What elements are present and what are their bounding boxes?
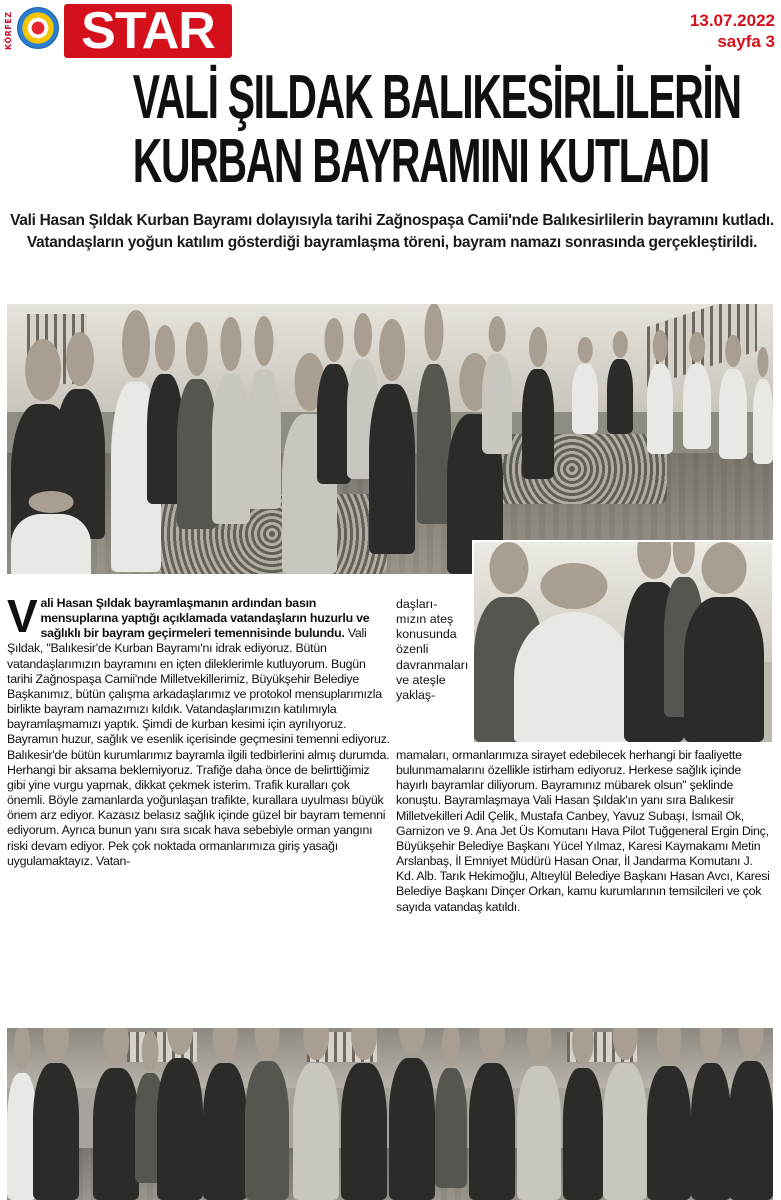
article-subheadline	[10, 210, 774, 254]
masthead	[4, 2, 777, 62]
issue-info	[690, 10, 775, 52]
article-headline	[132, 63, 741, 196]
main-photo-mosque-greeting	[7, 304, 773, 574]
dropcap-letter: V	[7, 590, 38, 642]
article-column-2-narrow: daşları- mızın ateş konusunda özenli davranmaları ve ateşle yaklaş-	[396, 597, 469, 702]
article-column-2	[396, 748, 773, 1018]
article-body-col2: mamaları, ormanlarımıza sirayet edebilecek herhangi bir faaliyette bulunmamalarını özellikle istirham ediyoruz. Herkese sağlık içinde hayırlı bayramlar diliyorum. Bayramınız mübarek olsun" şeklinde konuştu. Bayramlaşmaya Vali Hasan Şıldak'ın yanı sıra Balıkesir Milletvekilleri Adil Çelik, Mustafa Canbey, Yavuz Subaşı, İsmail Ok, Garnizon ve 9. Ana Jet Üs Komutanı Hava Pilot Tuğgeneral Ergin Dinç, Büyükşehir Belediye Başkanı Yücel Yılmaz, Karesi Kaymakamı Metin Arslanbaş, İl Emniyet Müdürü Hasan Onar, İl Jandarma Komutanı J. Kd. Alb. Tarık Hekimoğlu, Altıeylül Belediye Başkanı Hasan Avcı, Karesi Belediye Başkanı Dinçer Orkan, kamu kurumlarının temsilcileri ve çok sayıda vatandaş katıldı.	[396, 748, 770, 914]
newspaper-logo: STAR	[64, 4, 232, 58]
newspaper-logo-emblem	[17, 7, 59, 49]
article-body-col1: Vali Şıldak, "Balıkesir'de Kurban Bayramı'nı idrak ediyoruz. Bütün vatandaşlarımızın bayramını en içten dileklerimle kutluyorum. Bugün tarihi Zağnospaşa Camii'nde Milletvekillerimiz, Büyükşehir Belediye Başkanımız, bütün çalışma arkadaşlarımız ve protokol mensuplarımızla birlikte bayram namazımızı kıldık. Vatandaşlarımızın katılımıyla bayramlaşmamızı yaptık. Şimdi de kurban kesimi için ayrılıyoruz. Bayramın huzur, sağlık ve esenlik içerisinde geçmesini temenni ediyoruz. Balıkesir'de bütün kurumlarımız bayramla ilgili tedbirlerini almış durumda. Herhangi bir aksama beklemiyoruz. Trafiğe daha önce de belirttiğimiz gibi yine vurgu yapmak, dikkat çekmek isterim. Trafik kuralları çok önemli. Böyle zamanlarda yoğunlaşan trafikte, kurallara uyulması büyük önem arz ediyor. Kazasız belasız sağlık içinde güzel bir bayram temenni ediyorum. Ayrıca bunun yanı sıra sıcak hava sebebiyle orman yangını riski devam ediyor. Pek çok noktada ormanlarımıza giriş yasağı uygulamaktayız. Vatan-	[7, 626, 390, 868]
photo-governor-handshake	[472, 540, 774, 744]
newspaper-vertical-label: KÖRFEZ	[4, 11, 13, 51]
headline-line-2: KURBAN BAYRAMINI KUTLADI	[132, 127, 709, 196]
group-photo-officials	[7, 1028, 773, 1200]
subhead-line-2: Vatandaşların yoğun katılım gösterdiği bayramlaşma töreni, bayram namazı sonrasında gerçekleştirildi.	[26, 234, 758, 251]
article-column-1	[7, 590, 390, 1016]
subhead-line-1: Vali Hasan Şıldak Kurban Bayramı dolayısıyla tarihi Zağnospaşa Camii'nde Balıkesirlilerin bayramını kutladı.	[10, 212, 774, 229]
issue-date: 13.07.2022	[689, 11, 775, 30]
headline-line-1: VALİ ŞILDAK BALIKESİRLİLERİN	[132, 63, 741, 132]
page-number: sayfa 3	[717, 32, 775, 51]
article-lead: ali Hasan Şıldak bayramlaşmanın ardından basın mensuplarına yaptığı açıklamada vatandaşların huzurlu ve sağlıklı bir bayram geçirmeleri temennisinde bulundu.	[40, 596, 370, 641]
